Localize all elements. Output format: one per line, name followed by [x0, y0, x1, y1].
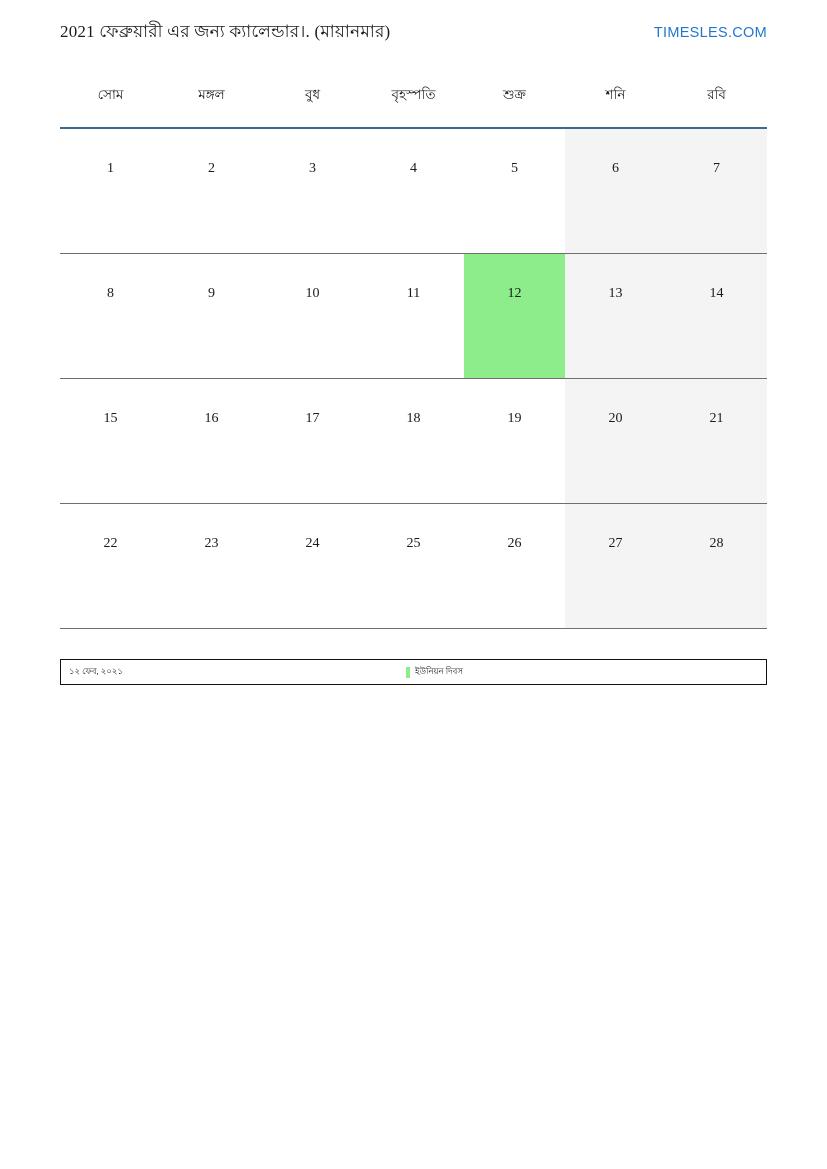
calendar-day-number: 14 [709, 285, 724, 301]
calendar-day-cell[interactable] [363, 503, 464, 628]
calendar-day-cell[interactable] [565, 503, 666, 628]
weekday-header-row [60, 84, 767, 128]
calendar-day-number: 17 [305, 410, 320, 426]
calendar-day-cell[interactable] [666, 128, 767, 253]
calendar-day-number: 2 [208, 161, 215, 176]
legend-color-swatch-icon [406, 667, 410, 678]
page-title: 2021 ফেব্রুয়ারী এর জন্য ক্যালেন্ডার।. (মায়ানমার) [60, 22, 391, 41]
calendar-body [60, 128, 767, 628]
calendar-day-number: 5 [511, 161, 518, 176]
calendar-day-number: 16 [204, 410, 219, 426]
calendar-day-cell[interactable] [363, 253, 464, 378]
calendar-day-cell[interactable] [464, 253, 565, 378]
calendar-day-number: 12 [507, 285, 522, 301]
calendar-week-row [60, 128, 767, 253]
calendar-day-cell[interactable] [161, 378, 262, 503]
calendar-week-row [60, 253, 767, 378]
day-cell-rule [363, 628, 464, 629]
calendar-day-cell[interactable] [363, 378, 464, 503]
calendar-day-cell[interactable] [161, 253, 262, 378]
calendar-day-number: 9 [208, 285, 215, 301]
calendar-week-row [60, 378, 767, 503]
calendar-day-cell[interactable] [60, 253, 161, 378]
calendar-day-number: 4 [410, 161, 417, 176]
calendar-grid [60, 84, 767, 629]
calendar-day-cell[interactable] [464, 378, 565, 503]
calendar-day-cell[interactable] [666, 503, 767, 628]
calendar-day-number: 19 [507, 410, 522, 426]
calendar-day-cell[interactable] [262, 503, 363, 628]
calendar-day-cell[interactable] [464, 503, 565, 628]
weekday-header-sat: শনি [565, 84, 666, 128]
calendar-week-row [60, 503, 767, 628]
calendar-day-cell[interactable] [60, 378, 161, 503]
legend-date: ১২ ফেব, ২০২১ [69, 666, 123, 676]
calendar-day-cell[interactable] [262, 253, 363, 378]
legend-event [406, 665, 463, 679]
calendar-day-number: 10 [305, 285, 320, 301]
calendar-day-cell[interactable] [60, 128, 161, 253]
calendar-day-number: 18 [406, 410, 421, 426]
weekday-header-thu: বৃহস্পতি [363, 84, 464, 128]
weekday-header-fri: শুক্র [464, 84, 565, 128]
calendar-day-cell[interactable] [666, 253, 767, 378]
weekday-header-mon: সোম [60, 84, 161, 128]
calendar-day-number: 27 [608, 535, 623, 551]
calendar-day-number: 24 [305, 535, 320, 551]
calendar-head [60, 84, 767, 128]
weekday-header-wed: বুধ [262, 84, 363, 128]
site-link[interactable]: TIMESLES.COM [653, 25, 767, 41]
calendar-table [60, 84, 767, 629]
calendar-day-cell[interactable] [666, 378, 767, 503]
calendar-day-number: 13 [608, 285, 623, 301]
calendar-day-number: 1 [107, 161, 114, 176]
legend-box [60, 659, 767, 685]
calendar-day-number: 23 [204, 535, 219, 551]
weekday-header-tue: মঙ্গল [161, 84, 262, 128]
calendar-day-number: 15 [103, 410, 118, 426]
calendar-day-cell[interactable] [60, 503, 161, 628]
calendar-day-cell[interactable] [565, 378, 666, 503]
day-cell-rule [161, 628, 262, 629]
calendar-day-number: 22 [103, 535, 118, 551]
weekday-header-sun: রবি [666, 84, 767, 128]
calendar-day-cell[interactable] [262, 378, 363, 503]
day-cell-rule [464, 628, 565, 629]
calendar-day-cell[interactable] [565, 253, 666, 378]
calendar-day-number: 11 [406, 285, 421, 301]
day-cell-rule [262, 628, 363, 629]
calendar-day-cell[interactable] [262, 128, 363, 253]
calendar-day-cell[interactable] [565, 128, 666, 253]
calendar-day-cell[interactable] [161, 503, 262, 628]
calendar-day-number: 25 [406, 535, 421, 551]
calendar-day-cell[interactable] [161, 128, 262, 253]
calendar-day-cell[interactable] [464, 128, 565, 253]
calendar-day-number: 7 [713, 161, 720, 176]
calendar-day-number: 20 [608, 410, 623, 426]
day-cell-rule [60, 628, 161, 629]
calendar-day-number: 21 [709, 410, 724, 426]
calendar-day-number: 28 [709, 535, 724, 551]
calendar-day-number: 8 [107, 285, 114, 301]
calendar-day-number: 26 [507, 535, 522, 551]
legend-event-label: ইউনিয়ন দিবস [415, 666, 463, 676]
calendar-day-number: 3 [309, 161, 316, 176]
page-header [60, 18, 767, 48]
calendar-day-number: 6 [612, 161, 619, 176]
calendar-day-cell[interactable] [363, 128, 464, 253]
